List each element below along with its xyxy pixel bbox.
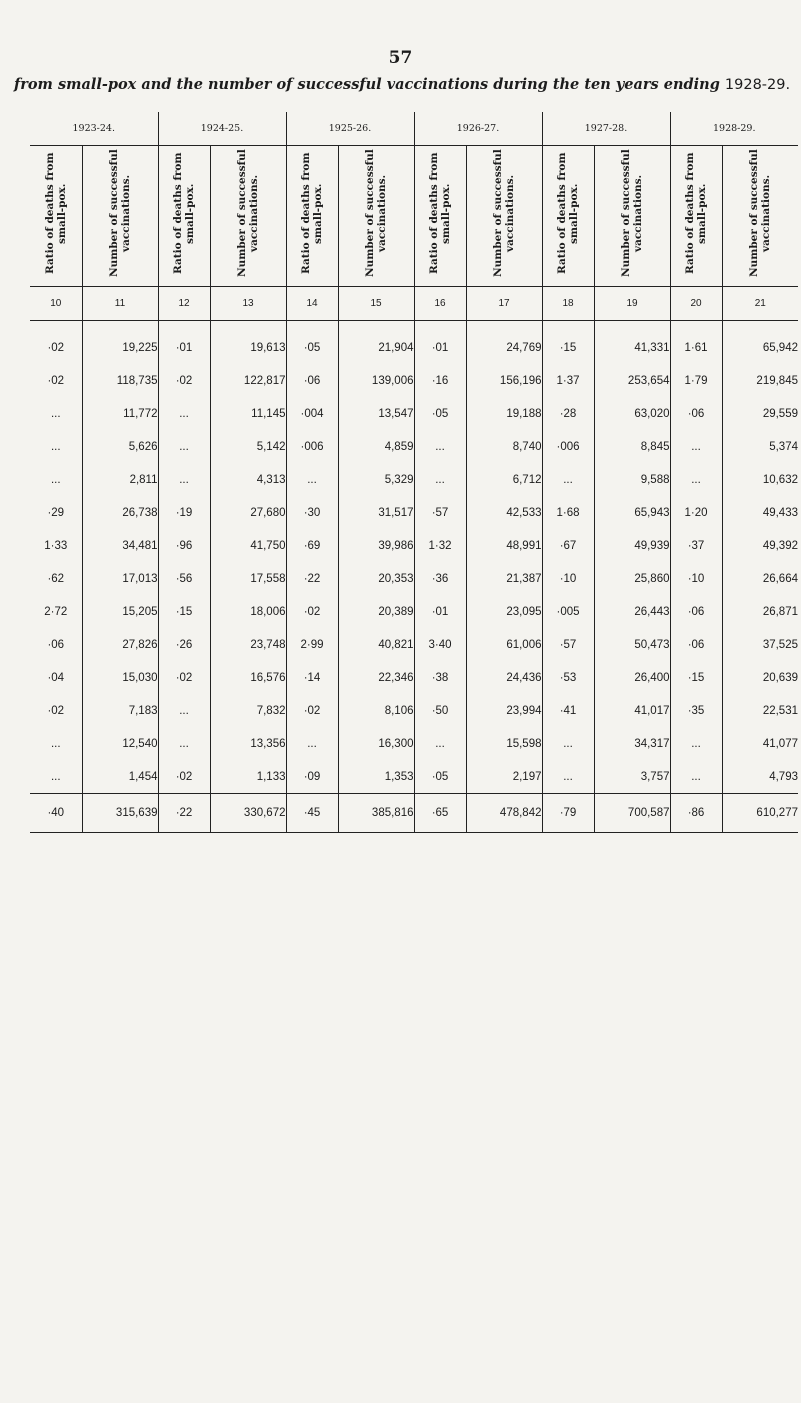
spacer-cell	[542, 321, 594, 332]
vaccinations-cell: 23,994	[466, 694, 542, 727]
ratio-cell: 3·40	[414, 628, 466, 661]
ratio-cell: ·35	[670, 694, 722, 727]
column-number: 19	[594, 287, 670, 321]
table-row	[30, 595, 798, 628]
vaccinations-cell: 17,558	[210, 562, 286, 595]
total-ratio-cell: ·65	[414, 794, 466, 833]
vaccinations-cell: 22,531	[722, 694, 798, 727]
ratio-header-text: Ratio of deaths from small-pox.	[43, 152, 68, 275]
total-vaccinations-cell: 385,816	[338, 794, 414, 833]
ratio-cell: ·02	[158, 760, 210, 794]
ratio-cell: ·15	[542, 331, 594, 364]
ratio-cell: ·10	[542, 562, 594, 595]
vaccinations-cell: 24,769	[466, 331, 542, 364]
ratio-cell: ·41	[542, 694, 594, 727]
vaccinations-cell: 1,133	[210, 760, 286, 794]
vaccinations-cell: 15,030	[82, 661, 158, 694]
vaccinations-cell: 6,712	[466, 463, 542, 496]
ratio-cell: ...	[670, 760, 722, 794]
ratio-cell: ...	[50, 407, 61, 420]
ratio-cell: 1·68	[542, 496, 594, 529]
column-number: 10	[30, 287, 82, 321]
ratio-cell: ...	[542, 727, 594, 760]
ratio-cell: ...	[670, 463, 722, 496]
vaccinations-cell: 16,300	[338, 727, 414, 760]
spacer-cell	[414, 321, 466, 332]
table-row	[30, 430, 798, 463]
vaccinations-cell: 26,738	[82, 496, 158, 529]
vaccinations-cell: 34,317	[594, 727, 670, 760]
column-number: 20	[670, 287, 722, 321]
ratio-header-text: Ratio of deaths from small-pox.	[172, 152, 196, 275]
table-body	[30, 321, 798, 833]
vaccinations-cell: 26,400	[594, 661, 670, 694]
ratio-cell: ·004	[286, 397, 338, 430]
ratio-cell: ...	[286, 727, 338, 760]
ratio-cell: ·02	[47, 374, 65, 387]
vaccinations-cell: 7,183	[82, 694, 158, 727]
ratio-cell: ...	[158, 430, 210, 463]
year-header: 1928-29.	[670, 112, 798, 146]
ratio-cell: ·69	[286, 529, 338, 562]
vaccinations-cell: 5,142	[210, 430, 286, 463]
vaccinations-cell: 11,772	[82, 397, 158, 430]
vaccinations-cell: 37,525	[722, 628, 798, 661]
vaccinations-cell: 139,006	[338, 364, 414, 397]
ratio-cell: ·02	[47, 341, 65, 354]
column-number: 13	[210, 287, 286, 321]
vaccinations-cell: 50,473	[594, 628, 670, 661]
year-header: 1923-24.	[30, 112, 158, 146]
ratio-cell: ·006	[542, 430, 594, 463]
vaccinations-cell: 2,197	[466, 760, 542, 794]
vaccinations-cell: 49,939	[594, 529, 670, 562]
spacer-cell	[30, 321, 82, 332]
table-row	[30, 694, 798, 727]
spacer-cell	[210, 321, 286, 332]
ratio-cell: 1·20	[670, 496, 722, 529]
ratio-cell: ·04	[47, 671, 65, 684]
ratio-cell: 1·61	[670, 331, 722, 364]
vaccinations-cell: 41,750	[210, 529, 286, 562]
ratio-cell: ·30	[286, 496, 338, 529]
number-header-text: Number of successful vaccinations.	[748, 149, 773, 278]
vaccinations-cell: 8,845	[594, 430, 670, 463]
ratio-cell: ·06	[47, 638, 65, 651]
year-header: 1927-28.	[542, 112, 670, 146]
ratio-cell: 1·33	[44, 539, 68, 552]
column-number: 18	[542, 287, 594, 321]
ratio-cell: ...	[670, 727, 722, 760]
ratio-cell: ·01	[158, 331, 210, 364]
table-row	[30, 463, 798, 496]
vaccinations-cell: 27,826	[82, 628, 158, 661]
column-number: 12	[158, 287, 210, 321]
ratio-cell: ·15	[670, 661, 722, 694]
ratio-cell: ...	[158, 463, 210, 496]
ratio-cell: ·62	[47, 572, 65, 585]
ratio-header-text: Ratio of deaths from small-pox.	[556, 152, 580, 275]
vaccinations-cell: 22,346	[338, 661, 414, 694]
vaccinations-cell: 65,942	[722, 331, 798, 364]
ratio-cell: ...	[50, 440, 61, 453]
vaccinations-cell: 27,680	[210, 496, 286, 529]
ratio-cell: ...	[50, 737, 61, 750]
vaccinations-cell: 29,559	[722, 397, 798, 430]
ratio-cell: ·006	[286, 430, 338, 463]
vaccinations-cell: 31,517	[338, 496, 414, 529]
ratio-cell: ·06	[670, 595, 722, 628]
vaccinations-cell: 17,013	[82, 562, 158, 595]
vaccinations-cell: 26,871	[722, 595, 798, 628]
ratio-cell: ·26	[158, 628, 210, 661]
vaccinations-cell: 21,387	[466, 562, 542, 595]
column-number: 16	[414, 287, 466, 321]
ratio-cell: ...	[414, 430, 466, 463]
page-number: 57	[388, 48, 413, 68]
ratio-cell: ·14	[286, 661, 338, 694]
ratio-cell: ·22	[286, 562, 338, 595]
ratio-cell: ·06	[670, 397, 722, 430]
vaccinations-cell: 41,017	[594, 694, 670, 727]
year-header-row	[30, 112, 798, 146]
vaccinations-cell: 3,757	[594, 760, 670, 794]
vaccinations-cell: 40,821	[338, 628, 414, 661]
vaccinations-cell: 41,331	[594, 331, 670, 364]
total-ratio-cell: ·22	[158, 794, 210, 833]
vaccinations-cell: 219,845	[722, 364, 798, 397]
vaccinations-cell: 20,639	[722, 661, 798, 694]
vaccinations-cell: 1,353	[338, 760, 414, 794]
vaccinations-cell: 15,598	[466, 727, 542, 760]
ratio-cell: ...	[414, 463, 466, 496]
ratio-cell: ...	[542, 760, 594, 794]
number-header	[82, 146, 158, 287]
column-number: 11	[82, 287, 158, 321]
ratio-cell: ·56	[158, 562, 210, 595]
total-vaccinations-cell: 700,587	[594, 794, 670, 833]
ratio-header-text: Ratio of deaths from small-pox.	[428, 152, 452, 275]
ratio-cell: ·06	[286, 364, 338, 397]
vaccinations-cell: 15,205	[82, 595, 158, 628]
table-row	[30, 760, 798, 794]
spacer-cell	[594, 321, 670, 332]
vaccinations-cell: 10,632	[722, 463, 798, 496]
vaccinations-cell: 122,817	[210, 364, 286, 397]
ratio-cell: ·05	[414, 760, 466, 794]
spacer-cell	[722, 321, 798, 332]
number-header-text: Number of successful vaccinations.	[108, 149, 132, 278]
ratio-cell: 2·72	[44, 605, 68, 618]
table-row	[30, 397, 798, 430]
total-vaccinations-cell: 610,277	[722, 794, 798, 833]
vaccinations-cell: 5,374	[722, 430, 798, 463]
vaccinations-cell: 34,481	[82, 529, 158, 562]
number-header	[338, 146, 414, 287]
vaccinations-cell: 49,433	[722, 496, 798, 529]
vaccinations-cell: 19,225	[82, 331, 158, 364]
ratio-cell: ...	[286, 463, 338, 496]
ratio-header	[670, 146, 722, 287]
year-header: 1924-25.	[158, 112, 286, 146]
ratio-cell: ·16	[414, 364, 466, 397]
total-ratio-cell: ·45	[286, 794, 338, 833]
vaccinations-cell: 19,188	[466, 397, 542, 430]
ratio-cell: ·05	[286, 331, 338, 364]
ratio-cell: 1·79	[670, 364, 722, 397]
ratio-cell: ·15	[158, 595, 210, 628]
number-header-text: Number of successful vaccinations.	[620, 149, 644, 278]
total-vaccinations-cell: 478,842	[466, 794, 542, 833]
totals-row	[30, 794, 798, 833]
vaccinations-cell: 26,664	[722, 562, 798, 595]
column-number: 15	[338, 287, 414, 321]
ratio-header	[542, 146, 594, 287]
column-number: 14	[286, 287, 338, 321]
vaccinations-cell: 20,389	[338, 595, 414, 628]
vaccinations-cell: 4,313	[210, 463, 286, 496]
table-row	[30, 496, 798, 529]
total-vaccinations-cell: 315,639	[82, 794, 158, 833]
ratio-header	[158, 146, 210, 287]
ratio-cell: ·05	[414, 397, 466, 430]
vaccinations-cell: 42,533	[466, 496, 542, 529]
ratio-cell: ·02	[158, 661, 210, 694]
number-header-text: Number of successful vaccinations.	[492, 149, 516, 278]
vaccinations-cell: 5,626	[82, 430, 158, 463]
spacer-cell	[670, 321, 722, 332]
vaccinations-cell: 11,145	[210, 397, 286, 430]
year-header: 1925-26.	[286, 112, 414, 146]
vaccinations-cell: 65,943	[594, 496, 670, 529]
vaccinations-cell: 48,991	[466, 529, 542, 562]
ratio-cell: ·01	[414, 595, 466, 628]
ratio-cell: ·02	[286, 694, 338, 727]
table-row	[30, 628, 798, 661]
vaccinations-cell: 2,811	[82, 463, 158, 496]
spacer-cell	[286, 321, 338, 332]
vaccinations-cell: 41,077	[722, 727, 798, 760]
ratio-cell: 1·32	[414, 529, 466, 562]
vaccinations-cell: 20,353	[338, 562, 414, 595]
ratio-cell: ...	[158, 397, 210, 430]
vaccinations-cell: 9,588	[594, 463, 670, 496]
vaccinations-cell: 118,735	[82, 364, 158, 397]
vaccinations-cell: 21,904	[338, 331, 414, 364]
ratio-cell: ·67	[542, 529, 594, 562]
spacer-row	[30, 321, 798, 332]
vaccinations-cell: 24,436	[466, 661, 542, 694]
ratio-cell: ·06	[670, 628, 722, 661]
ratio-header	[414, 146, 466, 287]
ratio-cell: ...	[414, 727, 466, 760]
ratio-cell: ·02	[158, 364, 210, 397]
spacer-cell	[338, 321, 414, 332]
caption-text: from small-pox and the number of successful vaccinations during the ten years ending	[14, 76, 720, 93]
vaccinations-cell: 26,443	[594, 595, 670, 628]
ratio-header-text: Ratio of deaths from small-pox.	[684, 152, 708, 275]
ratio-cell: ·02	[47, 704, 65, 717]
vaccinations-cell: 8,106	[338, 694, 414, 727]
ratio-cell: ·36	[414, 562, 466, 595]
vaccinations-cell: 25,860	[594, 562, 670, 595]
ratio-cell: ·10	[670, 562, 722, 595]
total-ratio-cell: ·86	[670, 794, 722, 833]
vaccinations-cell: 8,740	[466, 430, 542, 463]
ratio-cell: ·57	[414, 496, 466, 529]
spacer-cell	[82, 321, 158, 332]
ratio-cell: ·37	[670, 529, 722, 562]
column-header-row	[30, 146, 798, 287]
ratio-header-text: Ratio of deaths from small-pox.	[300, 152, 324, 275]
ratio-cell: 2·99	[286, 628, 338, 661]
table-row	[30, 331, 798, 364]
vaccinations-cell: 1,454	[82, 760, 158, 794]
vaccinations-cell: 4,859	[338, 430, 414, 463]
vaccinations-cell: 4,793	[722, 760, 798, 794]
ratio-cell: ·01	[414, 331, 466, 364]
ratio-cell: 1·37	[542, 364, 594, 397]
ratio-cell: ·005	[542, 595, 594, 628]
vaccinations-cell: 5,329	[338, 463, 414, 496]
column-number: 17	[466, 287, 542, 321]
ratio-cell: ...	[50, 770, 61, 783]
vaccinations-cell: 12,540	[82, 727, 158, 760]
table-row	[30, 364, 798, 397]
vaccinations-cell: 156,196	[466, 364, 542, 397]
table-row	[30, 661, 798, 694]
vaccination-table	[30, 112, 798, 833]
number-header	[210, 146, 286, 287]
vaccinations-cell: 23,095	[466, 595, 542, 628]
total-ratio-cell: ·40	[30, 794, 82, 833]
ratio-cell: ·53	[542, 661, 594, 694]
spacer-cell	[466, 321, 542, 332]
year-header: 1926-27.	[414, 112, 542, 146]
caption-years: 1928-29.	[724, 77, 791, 93]
column-number-row	[30, 287, 798, 321]
table-row	[30, 562, 798, 595]
vaccinations-cell: 19,613	[210, 331, 286, 364]
ratio-cell: ...	[50, 473, 61, 486]
table-caption	[14, 76, 794, 93]
vaccinations-cell: 7,832	[210, 694, 286, 727]
ratio-cell: ·38	[414, 661, 466, 694]
ratio-cell: ...	[158, 727, 210, 760]
total-vaccinations-cell: 330,672	[210, 794, 286, 833]
ratio-cell: ·02	[286, 595, 338, 628]
table-row	[30, 529, 798, 562]
column-number: 21	[722, 287, 798, 321]
vaccinations-cell: 63,020	[594, 397, 670, 430]
vaccinations-cell: 23,748	[210, 628, 286, 661]
ratio-cell: ·29	[47, 506, 65, 519]
ratio-header	[30, 146, 82, 287]
ratio-cell: ...	[158, 694, 210, 727]
ratio-cell: ·19	[158, 496, 210, 529]
vaccinations-cell: 49,392	[722, 529, 798, 562]
vaccinations-cell: 253,654	[594, 364, 670, 397]
vaccinations-cell: 16,576	[210, 661, 286, 694]
vaccinations-cell: 39,986	[338, 529, 414, 562]
ratio-cell: ·09	[286, 760, 338, 794]
total-ratio-cell: ·79	[542, 794, 594, 833]
ratio-cell: ·96	[158, 529, 210, 562]
table-row	[30, 727, 798, 760]
vaccinations-cell: 13,547	[338, 397, 414, 430]
ratio-cell: ...	[542, 463, 594, 496]
ratio-cell: ·50	[414, 694, 466, 727]
number-header	[722, 146, 798, 287]
number-header-text: Number of successful vaccinations.	[364, 149, 388, 278]
vaccinations-cell: 18,006	[210, 595, 286, 628]
number-header	[594, 146, 670, 287]
ratio-header	[286, 146, 338, 287]
vaccinations-cell: 13,356	[210, 727, 286, 760]
ratio-cell: ...	[670, 430, 722, 463]
number-header-text: Number of successful vaccinations.	[236, 149, 260, 278]
vaccinations-cell: 61,006	[466, 628, 542, 661]
spacer-cell	[158, 321, 210, 332]
number-header	[466, 146, 542, 287]
ratio-cell: ·57	[542, 628, 594, 661]
ratio-cell: ·28	[542, 397, 594, 430]
